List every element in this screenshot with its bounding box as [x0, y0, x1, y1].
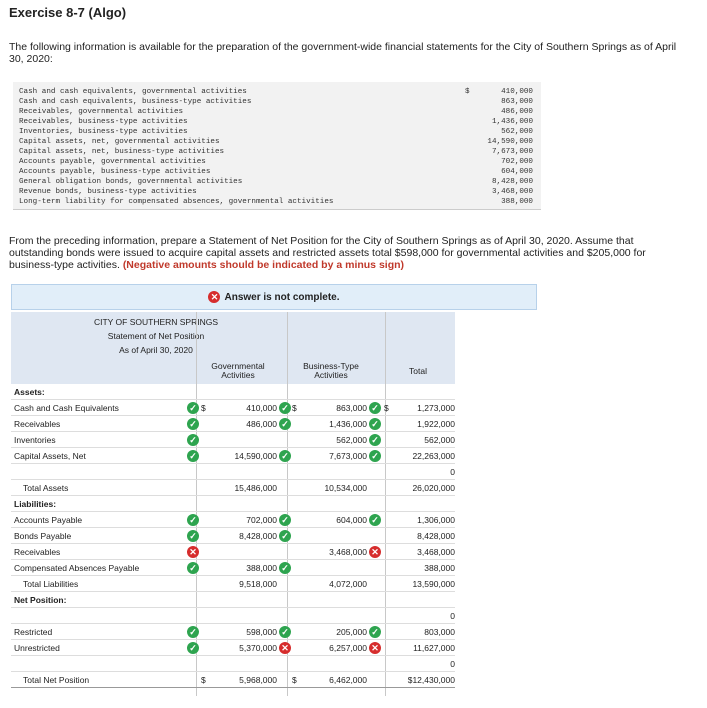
row-label[interactable]: Compensated Absences Payable: [14, 563, 140, 573]
info-label: Capital assets, net, business-type activities: [19, 148, 225, 156]
info-value: 486,000: [501, 108, 533, 116]
table-row: [11, 624, 455, 640]
table-row[interactable]: [11, 656, 455, 672]
gov-value[interactable]: 5,370,000: [239, 643, 277, 653]
answer-status-text: Answer is not complete.: [224, 291, 340, 303]
info-row: [13, 177, 541, 187]
table-row: [11, 640, 455, 656]
info-label: Receivables, governmental activities: [19, 108, 184, 116]
info-row: [13, 87, 541, 97]
total-value: 3,468,000: [417, 547, 455, 557]
gov-value[interactable]: 14,590,000: [234, 451, 277, 461]
info-row: [13, 117, 541, 127]
table-row[interactable]: [11, 464, 455, 480]
check-icon: ✓: [369, 434, 381, 446]
total-value: 0: [450, 467, 455, 477]
total-value: 803,000: [424, 627, 455, 637]
check-icon: ✓: [369, 514, 381, 526]
row-label[interactable]: Accounts Payable: [14, 515, 83, 525]
info-label: General obligation bonds, governmental activities: [19, 178, 243, 186]
info-row: [13, 127, 541, 137]
check-icon: ✓: [187, 562, 199, 574]
check-icon: ✓: [187, 514, 199, 526]
table-row: [11, 384, 455, 400]
table-row: [11, 416, 455, 432]
table-row: [11, 448, 455, 464]
section-label: Assets:: [14, 387, 45, 397]
info-value: 863,000: [501, 98, 533, 106]
check-icon: ✓: [369, 402, 381, 414]
gov-value[interactable]: 702,000: [246, 515, 277, 525]
check-icon: ✓: [279, 514, 291, 526]
bus-value: 6,462,000: [329, 675, 367, 685]
bus-value[interactable]: 205,000: [336, 627, 367, 637]
table-row: [11, 512, 455, 528]
dollar-sign: $: [201, 675, 206, 685]
dollar-sign: $: [292, 403, 297, 413]
row-label[interactable]: Unrestricted: [14, 643, 60, 653]
instructions: [9, 235, 689, 271]
page-title: Exercise 8-7 (Algo): [9, 5, 127, 20]
row-label: Total Liabilities: [23, 579, 79, 589]
table-row: [11, 432, 455, 448]
row-label[interactable]: Receivables: [14, 419, 61, 429]
statement-table: [11, 384, 455, 688]
info-row: [13, 107, 541, 117]
info-row: [13, 137, 541, 147]
gov-value[interactable]: 388,000: [246, 563, 277, 573]
bus-value[interactable]: 604,000: [336, 515, 367, 525]
bus-value[interactable]: 6,257,000: [329, 643, 367, 653]
total-value: 22,263,000: [412, 451, 455, 461]
total-value: 8,428,000: [417, 531, 455, 541]
bus-value[interactable]: 3,468,000: [329, 547, 367, 557]
dollar-sign: $: [292, 675, 297, 685]
total-value: 0: [450, 611, 455, 621]
check-icon: ✓: [369, 418, 381, 430]
section-label: Net Position:: [14, 595, 67, 605]
info-label: Capital assets, net, governmental activities: [19, 138, 220, 146]
info-row: [13, 147, 541, 157]
total-value: 26,020,000: [412, 483, 455, 493]
check-icon: ✓: [187, 642, 199, 654]
bus-value: 4,072,000: [329, 579, 367, 589]
gov-value: 9,518,000: [239, 579, 277, 589]
info-label: Accounts payable, governmental activities: [19, 158, 206, 166]
row-label[interactable]: Restricted: [14, 627, 53, 637]
info-label: Revenue bonds, business-type activities: [19, 188, 197, 196]
table-row[interactable]: [11, 608, 455, 624]
info-value: 388,000: [501, 198, 533, 206]
info-value: 8,428,000: [491, 178, 533, 186]
table-row: [11, 544, 455, 560]
error-icon: ✕: [279, 642, 291, 654]
info-row: [13, 157, 541, 167]
check-icon: ✓: [279, 402, 291, 414]
bus-value[interactable]: 562,000: [336, 435, 367, 445]
row-label: Total Assets: [23, 483, 69, 493]
info-label: Inventories, business-type activities: [19, 128, 188, 136]
row-label[interactable]: Cash and Cash Equivalents: [14, 403, 119, 413]
total-value: 13,590,000: [412, 579, 455, 589]
table-row: [11, 480, 455, 496]
gov-value: 15,486,000: [234, 483, 277, 493]
info-label: Cash and cash equivalents, governmental activities: [19, 88, 247, 96]
dollar-sign: $: [201, 403, 206, 413]
statement-date: As of April 30, 2020: [119, 345, 193, 355]
error-icon: ✕: [187, 546, 199, 558]
total-value: 388,000: [424, 563, 455, 573]
info-label: Cash and cash equivalents, business-type activities: [19, 98, 252, 106]
info-value: 7,673,000: [491, 148, 533, 156]
info-label: Receivables, business-type activities: [19, 118, 188, 126]
info-label: Long-term liability for compensated absences, governmental activities: [19, 198, 334, 206]
table-row: [11, 672, 455, 688]
info-row: [13, 167, 541, 177]
gov-value[interactable]: 598,000: [246, 627, 277, 637]
gov-value[interactable]: 410,000: [246, 403, 277, 413]
info-value: 14,590,000: [487, 138, 533, 146]
table-row: [11, 528, 455, 544]
row-label[interactable]: Bonds Payable: [14, 531, 72, 541]
row-label[interactable]: Receivables: [14, 547, 61, 557]
total-value: 1,922,000: [417, 419, 455, 429]
instructions-note: (Negative amounts should be indicated by a minus sign): [122, 259, 405, 271]
entity-name: CITY OF SOUTHERN SPRINGS: [93, 317, 219, 327]
info-value: 702,000: [501, 158, 533, 166]
row-label: Total Net Position: [23, 675, 90, 685]
check-icon: ✓: [187, 402, 199, 414]
table-row: [11, 576, 455, 592]
bus-value[interactable]: 863,000: [336, 403, 367, 413]
total-value: 0: [450, 659, 455, 669]
info-row: [13, 197, 541, 207]
info-row: [13, 187, 541, 197]
bus-value[interactable]: 1,436,000: [329, 419, 367, 429]
total-value: 1,273,000: [417, 403, 455, 413]
total-value: 1,306,000: [417, 515, 455, 525]
info-value: 562,000: [501, 128, 533, 136]
bus-value: 10,534,000: [324, 483, 367, 493]
table-row: [11, 400, 455, 416]
gov-value[interactable]: 486,000: [246, 419, 277, 429]
statement-name: Statement of Net Position: [107, 331, 205, 341]
error-icon: ✕: [369, 546, 381, 558]
dollar-sign: $: [384, 403, 389, 413]
col-header-business: Business-Type Activities: [303, 361, 359, 380]
check-icon: ✓: [187, 450, 199, 462]
info-value: 3,468,000: [491, 188, 533, 196]
table-row: [11, 496, 455, 512]
intro-text: The following information is available for the preparation of the government-wide financial statements for the City of Southern Springs as of April 30, 2020:: [9, 41, 677, 65]
check-icon: ✓: [279, 530, 291, 542]
info-list: [13, 82, 541, 210]
gov-value: 5,968,000: [239, 675, 277, 685]
currency-sign: $: [465, 88, 470, 96]
statement-title-block: [11, 315, 301, 357]
table-row: [11, 592, 455, 608]
bus-value[interactable]: 7,673,000: [329, 451, 367, 461]
total-value: 562,000: [424, 435, 455, 445]
statement-header: [11, 312, 455, 384]
gov-value[interactable]: 8,428,000: [239, 531, 277, 541]
check-icon: ✓: [187, 626, 199, 638]
table-row: [11, 560, 455, 576]
check-icon: ✓: [187, 434, 199, 446]
check-icon: ✓: [187, 418, 199, 430]
col-header-total: Total: [409, 366, 427, 376]
info-value: 410,000: [501, 88, 533, 96]
col-header-governmental: Governmental Activities: [211, 361, 265, 380]
row-label[interactable]: Inventories: [14, 435, 56, 445]
total-value: 11,627,000: [413, 643, 455, 653]
error-icon: ✕: [369, 642, 381, 654]
error-icon: ✕: [208, 291, 220, 303]
check-icon: ✓: [279, 626, 291, 638]
info-value: 604,000: [501, 168, 533, 176]
divider: [13, 209, 541, 210]
instructions-text: From the preceding information, prepare a Statement of Net Position for the City of Southern Springs as of April 30, 2020. Assume that outstanding bonds were issued to acquire capital assets and restricted assets total $598,000 for governmental activities and $205,000 for business-type activities.: [9, 235, 646, 271]
info-value: 1,436,000: [491, 118, 533, 126]
section-label: Liabilities:: [14, 499, 57, 509]
check-icon: ✓: [369, 626, 381, 638]
check-icon: ✓: [279, 562, 291, 574]
check-icon: ✓: [187, 530, 199, 542]
row-label[interactable]: Capital Assets, Net: [14, 451, 86, 461]
answer-status-banner: [11, 284, 537, 310]
info-label: Accounts payable, business-type activities: [19, 168, 211, 176]
total-value: $12,430,000: [407, 675, 455, 685]
info-row: [13, 97, 541, 107]
check-icon: ✓: [279, 450, 291, 462]
check-icon: ✓: [279, 418, 291, 430]
check-icon: ✓: [369, 450, 381, 462]
